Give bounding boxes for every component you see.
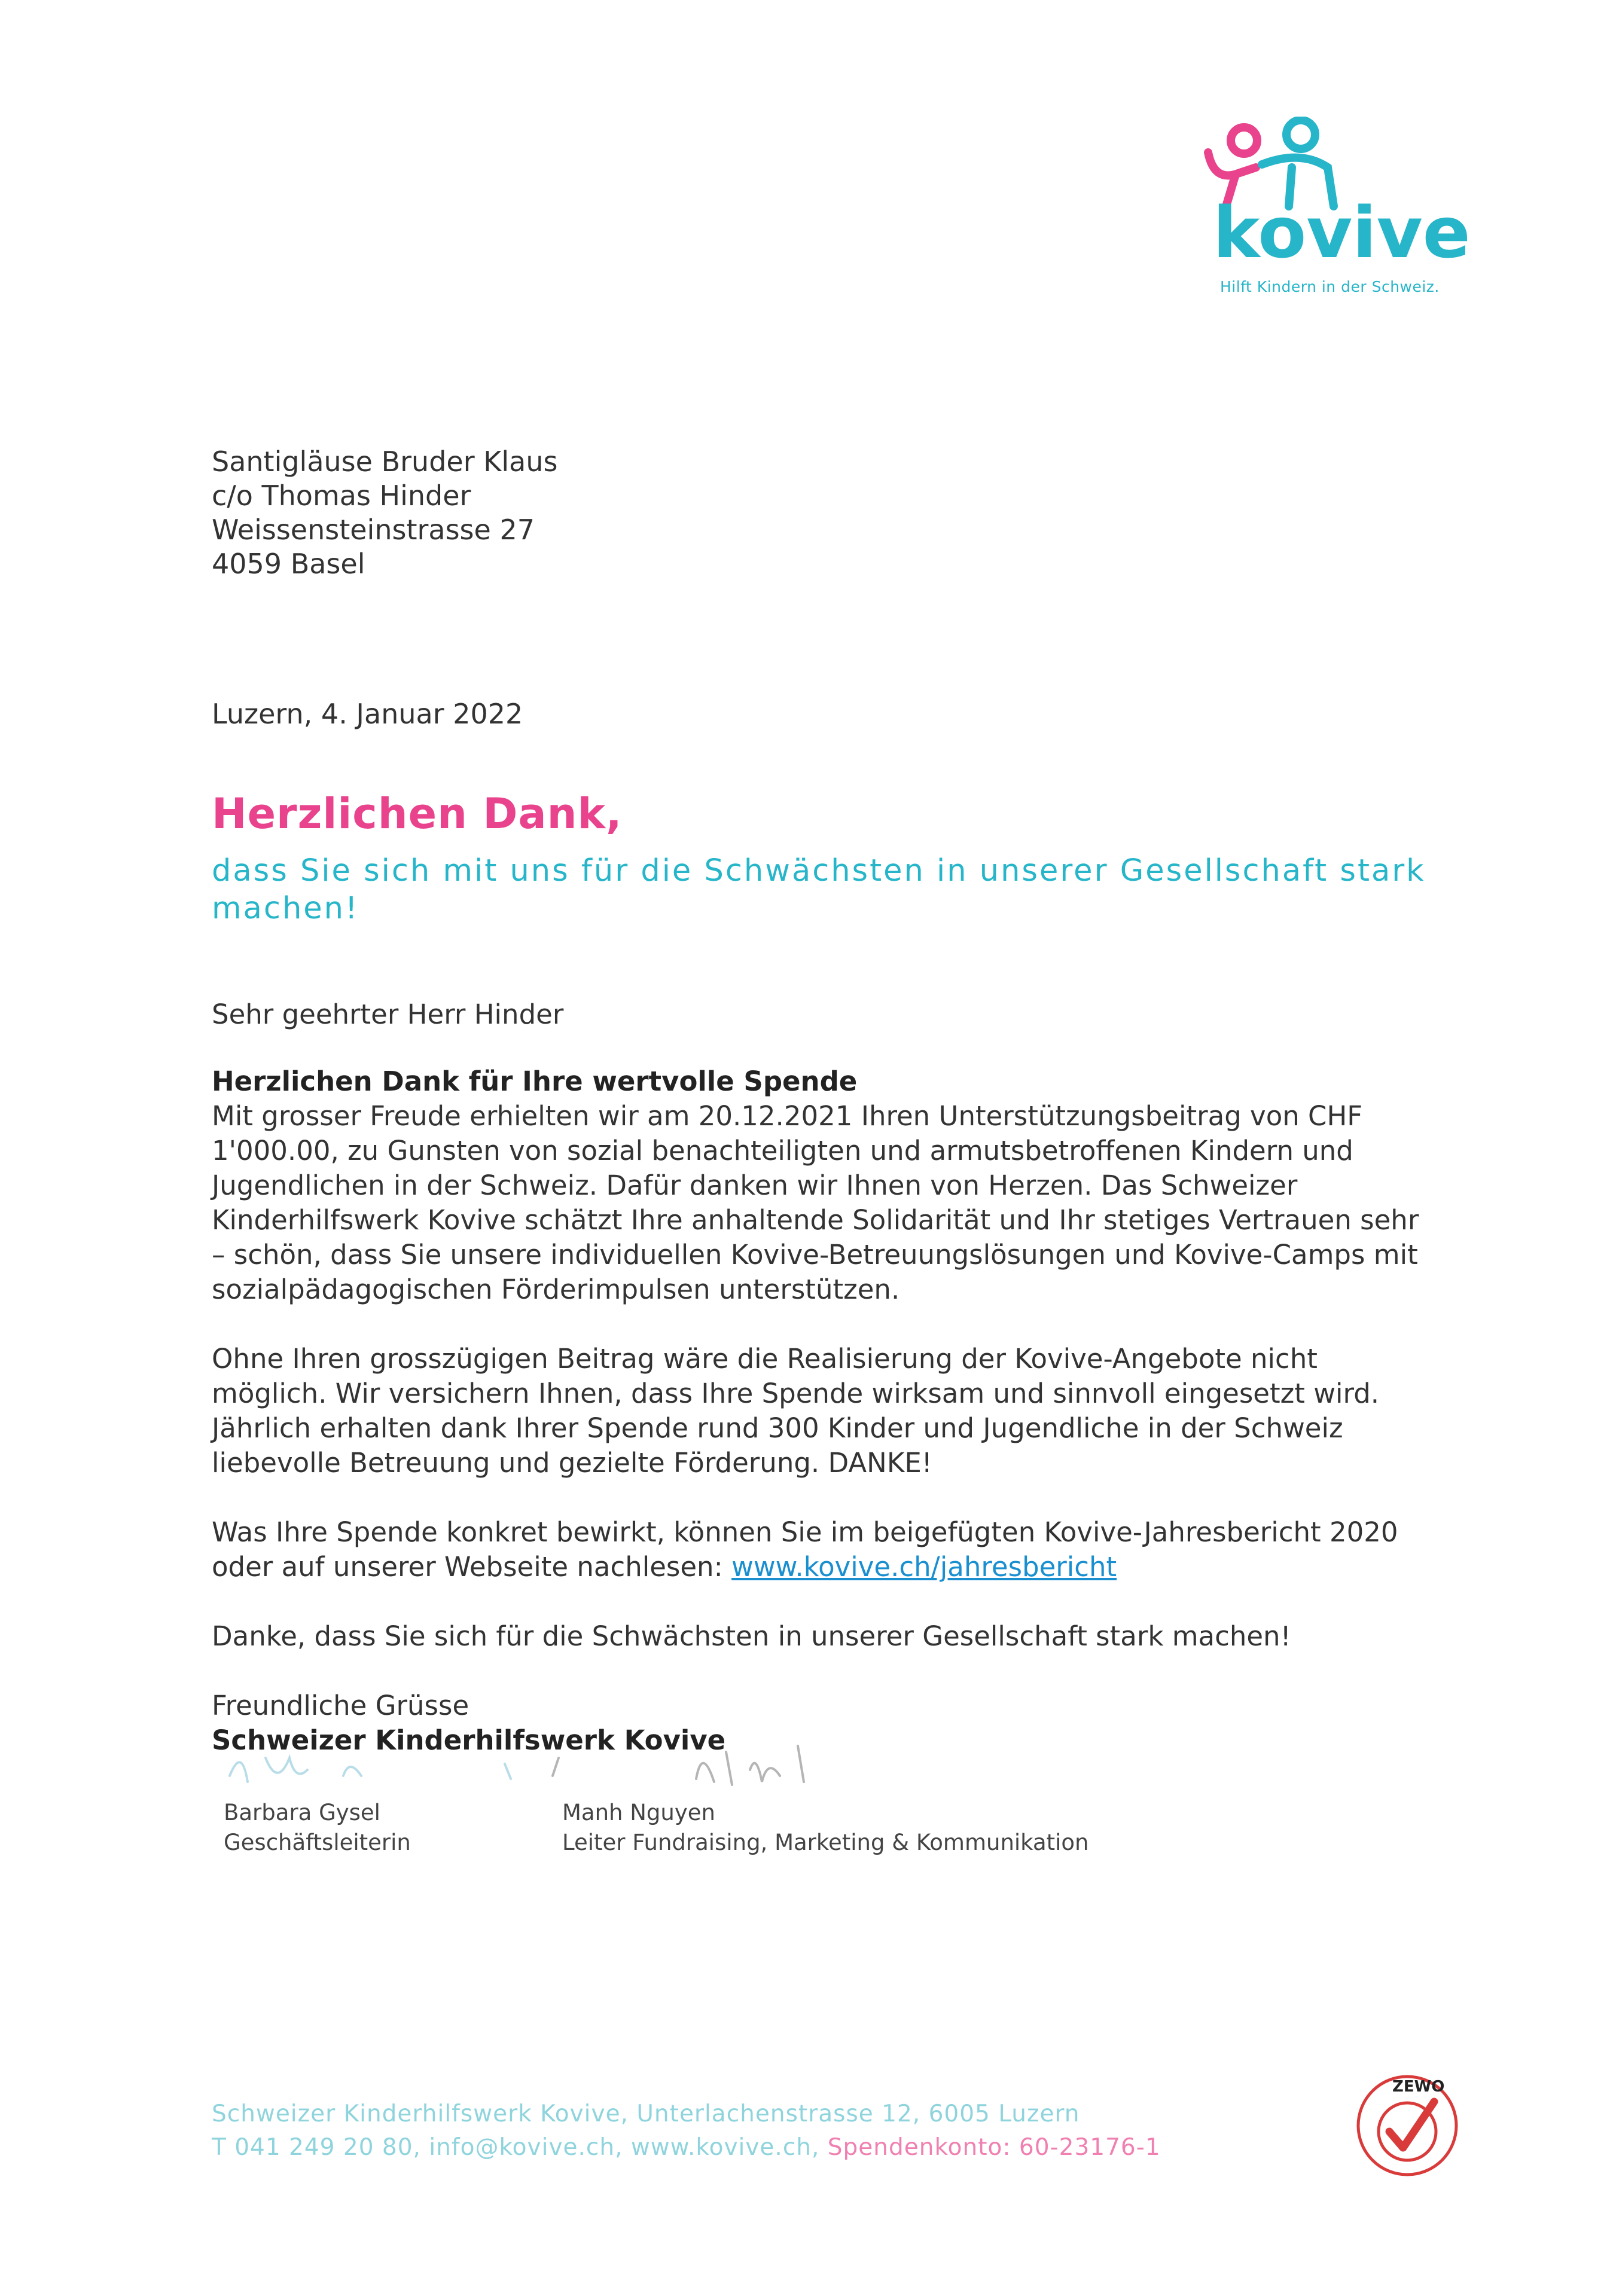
footer xyxy=(212,2097,1161,2164)
footer-donation-account: Spendenkonto: 60-23176-1 xyxy=(827,2134,1161,2161)
signatory-1-role: Geschäftsleiterin xyxy=(224,1830,411,1855)
svg-text:ZEWO: ZEWO xyxy=(1392,2078,1445,2096)
letter-heading: Herzlichen Dank, xyxy=(212,789,623,838)
logo-tagline: Hilft Kindern in der Schweiz. xyxy=(1220,278,1440,295)
signatory-1-name: Barbara Gysel xyxy=(224,1800,380,1825)
kovive-logo xyxy=(1190,117,1471,314)
footer-address: Schweizer Kinderhilfswerk Kovive, Unterlachenstrasse 12, 6005 Luzern xyxy=(212,2100,1080,2127)
body-paragraph-3 xyxy=(212,1515,1438,1584)
closing: Freundliche Grüsse xyxy=(212,1690,469,1721)
body-title: Herzlichen Dank für Ihre wertvolle Spende xyxy=(212,1065,858,1097)
body-paragraph-3-text: Was Ihre Spende konkret bewirkt, können Sie im beigefügten Kovive-Jahresbericht 2020 oder auf unserer Webseite nachlesen: xyxy=(212,1516,1398,1583)
letter-date: Luzern, 4. Januar 2022 xyxy=(212,698,523,730)
signatory-2-role: Leiter Fundraising, Marketing & Kommunikation xyxy=(562,1830,1089,1855)
address-line-4: 4059 Basel xyxy=(212,548,365,580)
address-line-3: Weissensteinstrasse 27 xyxy=(212,514,535,546)
letter-body xyxy=(212,1064,1438,1758)
signatory-2-name: Manh Nguyen xyxy=(562,1800,715,1825)
kovive-figures-icon xyxy=(1190,117,1471,260)
organization-name: Schweizer Kinderhilfswerk Kovive xyxy=(212,1724,726,1756)
address-line-1: Santigläuse Bruder Klaus xyxy=(212,445,558,478)
footer-contact xyxy=(212,2131,1161,2164)
letter-subheading: dass Sie sich mit uns für die Schwächsten in unserer Gesellschaft stark machen! xyxy=(212,853,1426,926)
body-paragraph-1: Mit grosser Freude erhielten wir am 20.12.2021 Ihren Unterstützungsbeitrag von CHF 1'000.00, zu Gunsten von sozial benachteiligten und armutsbetroffenen Kindern und Jugendlichen in der Schweiz. Dafür danken wir Ihnen von Herzen. Das Schweizer Kinderhilfswerk Kovive schätzt Ihre anhaltende Solidarität und Ihr stetiges Vertrauen sehr – schön, dass Sie unsere individuellen Kovive-Betreuungslösungen und Kovive-Camps mit sozialpädagogischen Förderimpulsen unterstützen. xyxy=(212,1100,1419,1305)
footer-contact-info: T 041 249 20 80, info@kovive.ch, www.kovive.ch, xyxy=(212,2134,828,2161)
signature-gysel-icon xyxy=(224,1734,535,1794)
svg-text:kovive: kovive xyxy=(1213,191,1471,260)
body-paragraph-2: Ohne Ihren grosszügigen Beitrag wäre die Realisierung der Kovive-Angebote nicht möglich. Wir versichern Ihnen, dass Ihre Spende wirksam und sinnvoll eingesetzt wird. Jährlich erhalten dank Ihrer Spende rund 300 Kinder und Jugendliche in der Schweiz liebevolle Betreuung und gezielte Förderung. DANKE! xyxy=(212,1343,1380,1479)
salutation: Sehr geehrter Herr Hinder xyxy=(212,999,564,1030)
zewo-check-icon xyxy=(1350,2069,1464,2182)
address-line-2: c/o Thomas Hinder xyxy=(212,480,471,512)
recipient-address xyxy=(212,445,557,581)
annual-report-link[interactable]: www.kovive.ch/jahresbericht xyxy=(731,1551,1117,1583)
signature-nguyen-icon xyxy=(547,1734,977,1794)
body-paragraph-4: Danke, dass Sie sich für die Schwächsten in unserer Gesellschaft stark machen! xyxy=(212,1620,1291,1652)
signatures xyxy=(212,1734,1348,1866)
zewo-seal xyxy=(1350,2069,1464,2182)
